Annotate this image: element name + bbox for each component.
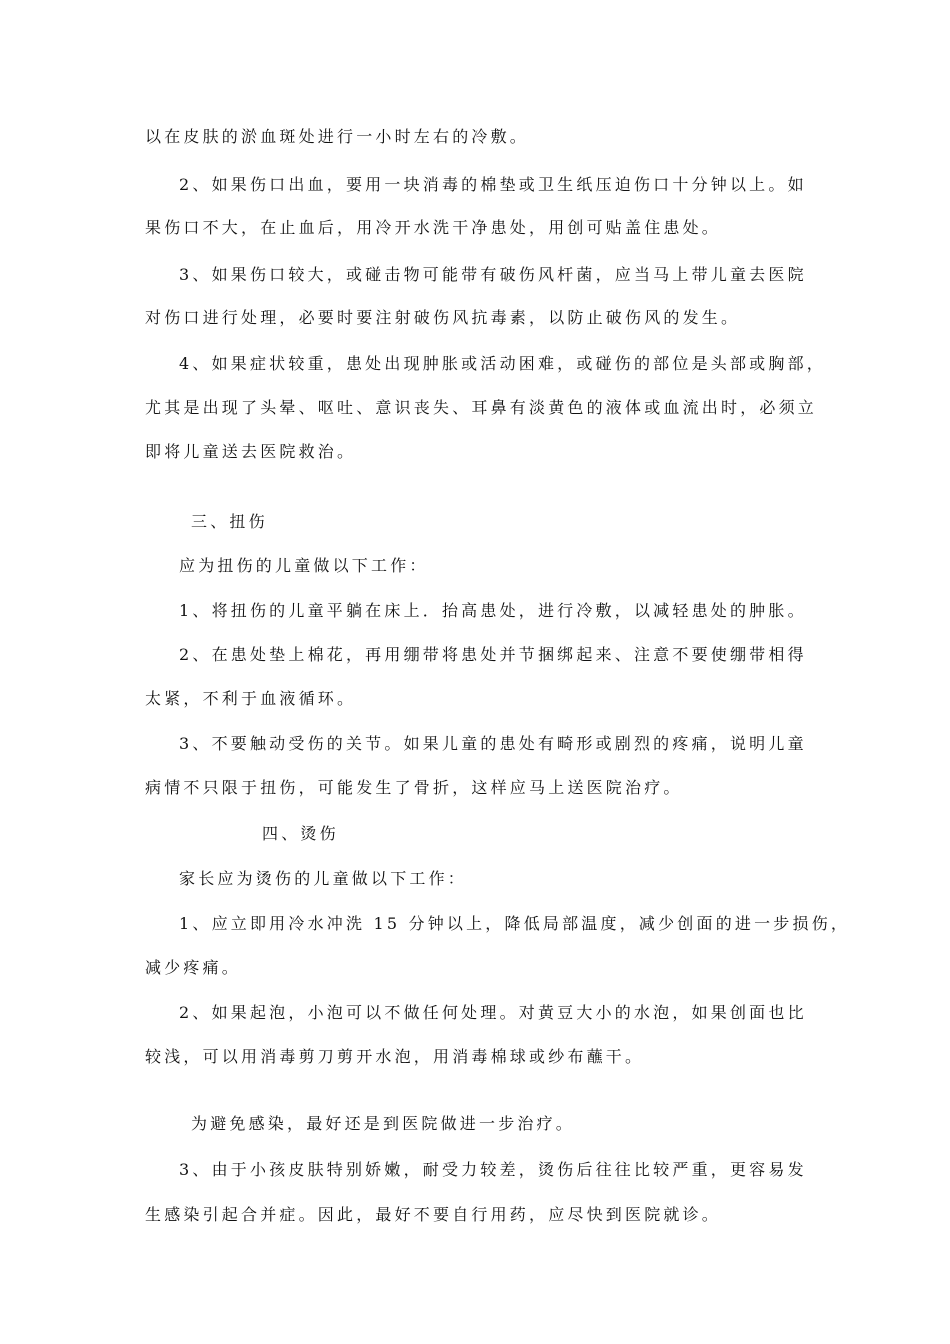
paragraph-line: 2、如果伤口出血，要用一块消毒的棉垫或卫生纸压迫伤口十分钟以上。如 [179, 175, 807, 194]
paragraph-line: 家长应为烫伤的儿童做以下工作： [179, 869, 468, 888]
paragraph-line: 以在皮肤的淤血斑处进行一小时左右的冷敷。 [145, 127, 530, 146]
paragraph-line: 4、如果症状较重，患处出现肿胀或活动困难，或碰伤的部位是头部或胸部， [179, 354, 826, 373]
paragraph-line: 3、不要触动受伤的关节。如果儿童的患处有畸形或剧烈的疼痛，说明儿童 [179, 734, 807, 753]
paragraph-line: 对伤口进行处理，必要时要注射破伤风抗毒素，以防止破伤风的发生。 [145, 308, 741, 327]
paragraph-line: 1、将扭伤的儿童平躺在床上．抬高患处，进行冷敷，以减轻患处的肿胀。 [179, 601, 807, 620]
paragraph-line: 果伤口不大，在止血后，用冷开水洗干净患处，用创可贴盖住患处。 [145, 218, 722, 237]
paragraph-line: 即将儿童送去医院救治。 [145, 442, 357, 461]
section-heading-burn: 四、烫伤 [262, 824, 339, 843]
paragraph-line: 减少疼痛。 [145, 958, 242, 977]
paragraph-line: 2、在患处垫上棉花，再用绷带将患处并节捆绑起来、注意不要使绷带相得 [179, 645, 807, 664]
paragraph-line: 病情不只限于扭伤，可能发生了骨折，这样应马上送医院治疗。 [145, 778, 683, 797]
paragraph-line: 1、应立即用冷水冲洗 15 分钟以上，降低局部温度，减少创面的进一步损伤， [179, 914, 851, 933]
paragraph-line: 3、由于小孩皮肤特别娇嫩，耐受力较差，烫伤后往往比较严重，更容易发 [179, 1160, 807, 1179]
paragraph-line: 为避免感染，最好还是到医院做进一步治疗。 [191, 1114, 576, 1133]
paragraph-line: 较浅，可以用消毒剪刀剪开水泡，用消毒棉球或纱布蘸干。 [145, 1047, 645, 1066]
paragraph-line: 3、如果伤口较大，或碰击物可能带有破伤风杆菌，应当马上带儿童去医院 [179, 265, 807, 284]
paragraph-line: 2、如果起泡，小泡可以不做任何处理。对黄豆大小的水泡，如果创面也比 [179, 1003, 807, 1022]
paragraph-line: 应为扭伤的儿童做以下工作： [179, 556, 429, 575]
section-heading-sprain: 三、扭伤 [191, 512, 268, 531]
paragraph-line: 太紧，不利于血液循环。 [145, 689, 357, 708]
paragraph-line: 尤其是出现了头晕、呕吐、意识丧失、耳鼻有淡黄色的液体或血流出时，必须立 [145, 398, 818, 417]
paragraph-line: 生感染引起合并症。因此，最好不要自行用药，应尽快到医院就诊。 [145, 1205, 722, 1224]
